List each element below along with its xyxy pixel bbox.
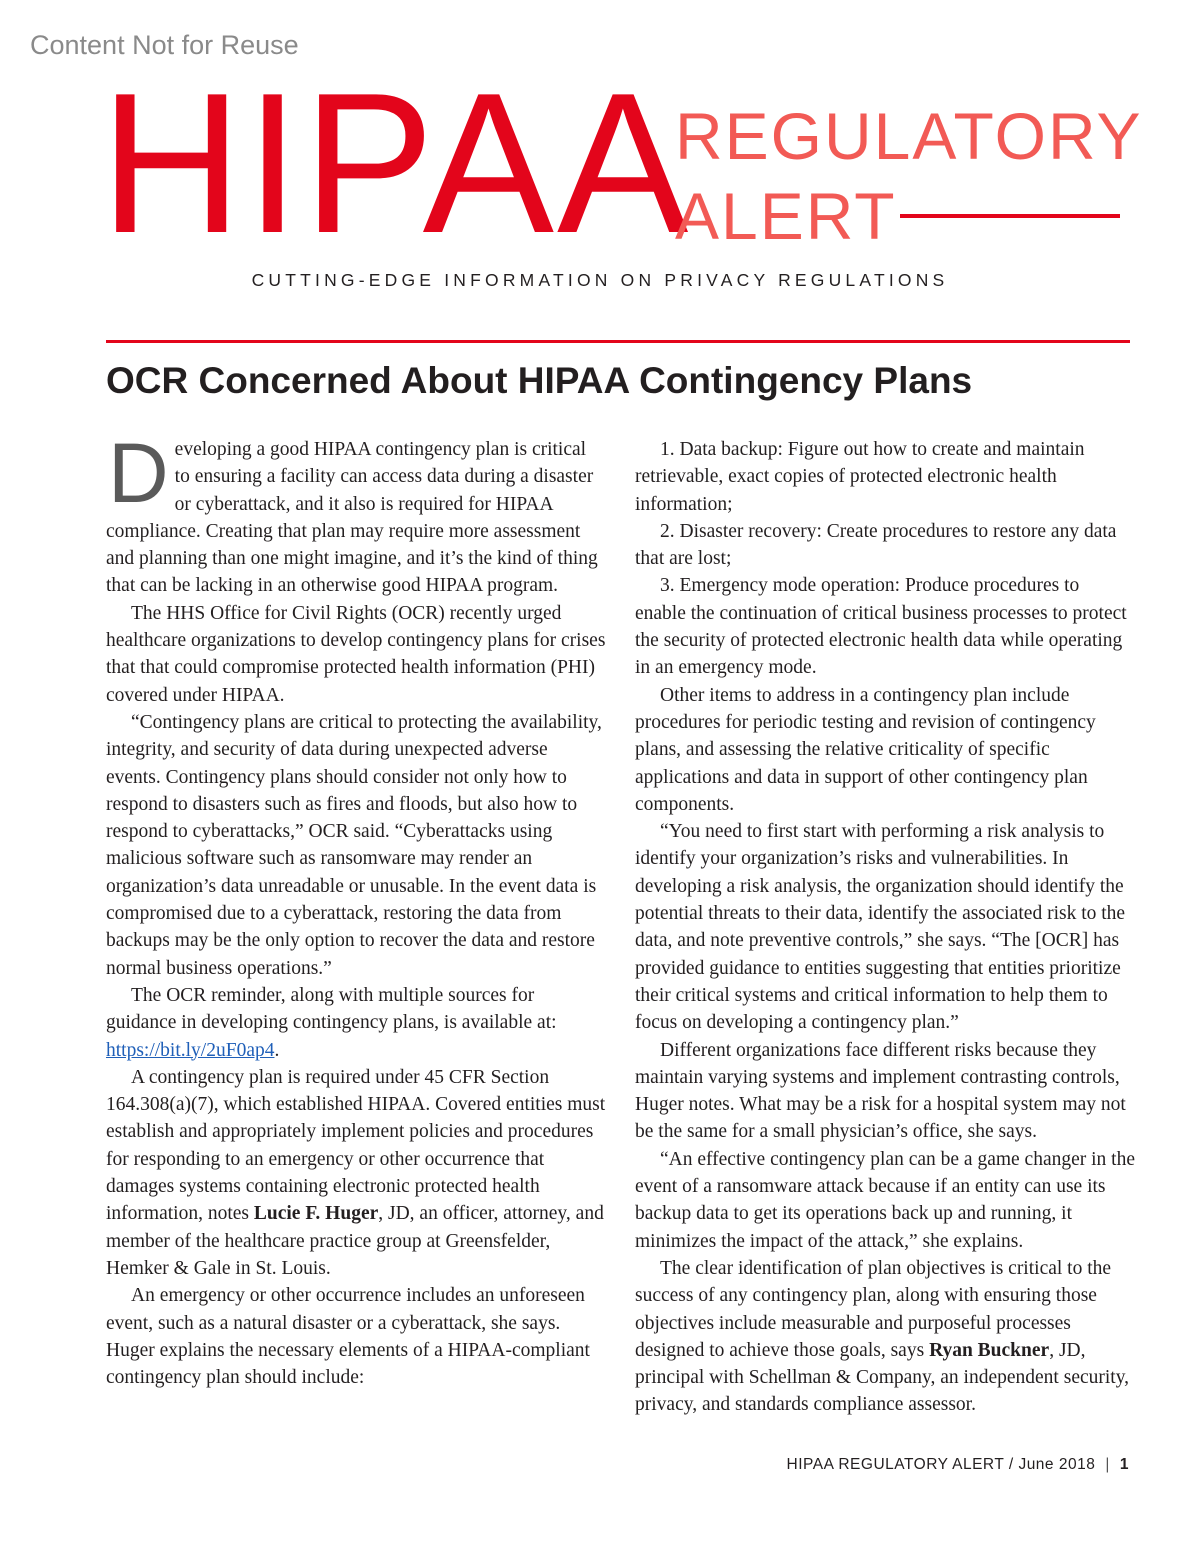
paragraph-text: A contingency plan is required under 45 CFR Section 164.308(a)(7), which established HIPAA. Covered entities must establish and appropriately implement policies and procedures for responding to an emergency or other occurrence that damages systems containing electronic protected health information, notes xyxy=(106,1066,606,1225)
logo-underline xyxy=(900,214,1120,218)
list-item: 3. Emergency mode operation: Produce procedures to enable the continuation of critical business processes to protect the security of protected electronic health data while operating in an emergency mode. xyxy=(635,575,1127,679)
paragraph-text: eveloping a good HIPAA contingency plan is critical to ensuring a facility can access data during a disaster or cyberattack, and it also is required for HIPAA compliance. Creating that plan may require more assessment and planning than one might imagine, and it’s the kind of thing that can be lacking in an otherwise good HIPAA program. xyxy=(106,439,598,597)
footer-publication: HIPAA REGULATORY ALERT / June 2018 xyxy=(786,1456,1096,1473)
paragraph-text: . xyxy=(274,1039,280,1061)
paragraph: “Contingency plans are critical to protecting the availability, integrity, and security of data during unexpected adverse events. Contingency plans should consider not only how to respond to disasters such as fires and floods, but also how to respond to cyberattacks,” OCR said. “Cyberattacks using malicious software such as ransomware may render an organization’s data unreadable or unusable. In the event data is compromised due to a cyberattack, restoring the data from backups may be the only option to recover the data and restore normal business operations.” xyxy=(106,711,602,979)
paragraph: Different organizations face different risks because they maintain varying systems and implement contrasting controls, Huger notes. What may be a risk for a hospital system may not be the same for a small physician’s office, she says. xyxy=(635,1039,1126,1143)
paragraph-text: The OCR reminder, along with multiple sources for guidance in developing contingency plans, is available at: xyxy=(106,984,557,1034)
logo-regulatory: REGULATORY xyxy=(675,99,1143,173)
page-footer xyxy=(787,1456,1129,1474)
page-number: 1 xyxy=(1119,1456,1129,1473)
logo-alert: ALERT xyxy=(675,179,897,253)
paragraph: “An effective contingency plan can be a game changer in the event of a ransomware attack because if an entity can use its backup data to get its operations back up and running, it minimizes the impact of the attack,” she explains. xyxy=(635,1148,1135,1252)
list-item: 2. Disaster recovery: Create procedures to restore any data that are lost; xyxy=(635,520,1117,570)
article-column-left xyxy=(106,426,606,1391)
source-name: Lucie F. Huger xyxy=(253,1203,379,1225)
paragraph: Other items to address in a contingency plan include procedures for periodic testing and revision of contingency plans, and assessing the relative criticality of specific applications and data in support of other contingency plan components. xyxy=(635,684,1096,815)
watermark: Content Not for Reuse xyxy=(30,30,299,60)
paragraph xyxy=(106,1064,606,1282)
source-name: Ryan Buckner xyxy=(929,1339,1050,1361)
footer-separator: | xyxy=(1105,1456,1110,1473)
article-column-right xyxy=(635,436,1135,1419)
logo-hipaa: HIPAA xyxy=(100,52,692,275)
article-title: OCR Concerned About HIPAA Contingency Plans xyxy=(106,360,973,401)
paragraph xyxy=(106,426,606,600)
masthead-logo xyxy=(100,52,1143,275)
paragraph: The HHS Office for Civil Rights (OCR) recently urged healthcare organizations to develop contingency plans for crises that that could compromise protected health information (PHI) covered under HIPAA. xyxy=(106,602,606,706)
paragraph-text: , JD, an officer, attorney, and member of the healthcare practice group at Greensfelder, Hemker & Gale in St. Louis. xyxy=(106,1203,604,1279)
ocr-guidance-link[interactable]: https://bit.ly/2uF0ap4 xyxy=(106,1039,275,1061)
header-divider xyxy=(106,340,1130,343)
paragraph-text: , JD, principal with Schellman & Company, an independent security, privacy, and standards compliance assessor. xyxy=(635,1339,1130,1416)
paragraph xyxy=(635,1255,1135,1419)
masthead-tagline: CUTTING-EDGE INFORMATION ON PRIVACY REGULATIONS xyxy=(251,270,949,290)
paragraph xyxy=(106,982,606,1064)
list-item: 1. Data backup: Figure out how to create and maintain retrievable, exact copies of protected electronic health information; xyxy=(635,439,1085,515)
paragraph: An emergency or other occurrence includes an unforeseen event, such as a natural disaster or a cyberattack, she says. Huger explains the necessary elements of a HIPAA-compliant contingency plan should include: xyxy=(106,1285,590,1389)
drop-cap: D xyxy=(108,426,169,520)
paragraph-text: The clear identification of plan objectives is critical to the success of any contingency plan, along with ensuring those objectives include measurable and purposeful processes designed to achieve those goals, says xyxy=(635,1257,1112,1361)
paragraph: “You need to first start with performing a risk analysis to identify your organization’s risks and vulnerabilities. In developing a risk analysis, the organization should identify the potential threats to their data, identify the associated risk to the data, and note preventive controls,” she says. “The [OCR] has provided guidance to entities suggesting that entities prioritize their critical systems and critical information to help them to focus on developing a contingency plan.” xyxy=(635,821,1126,1034)
